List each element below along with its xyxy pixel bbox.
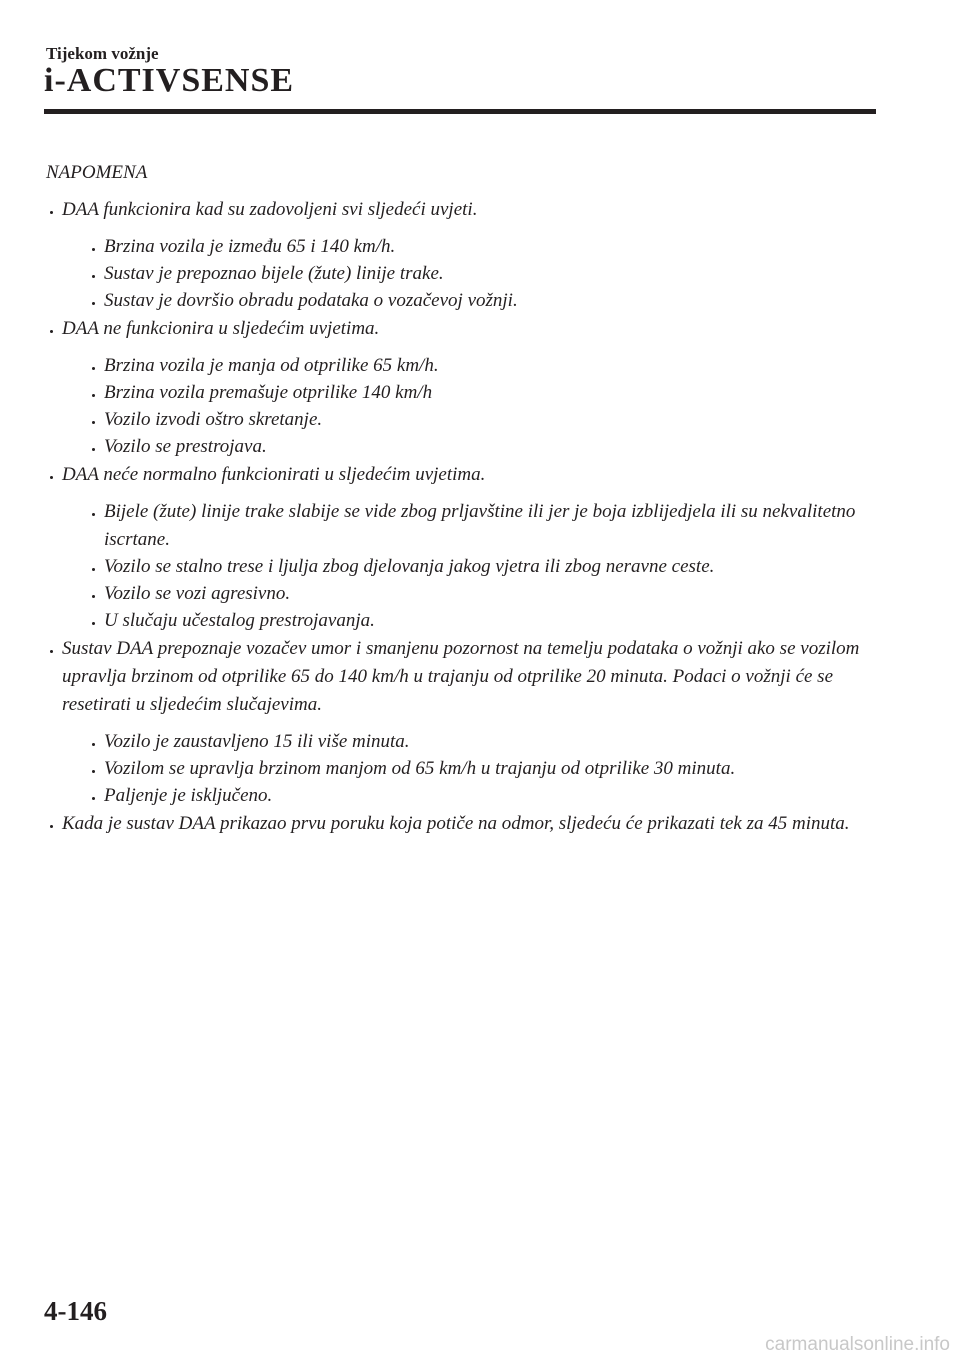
note-subitem: Vozilo se stalno trese i ljulja zbog djelovanja jakog vjetra ili zbog neravne ceste. (62, 553, 876, 581)
note-list (46, 196, 876, 838)
chapter-title: i-ACTIVSENSE (44, 62, 295, 99)
note-subitem: Brzina vozila premašuje otprilike 140 km/h (62, 379, 876, 407)
note-content (46, 196, 876, 838)
note-subitem: U slučaju učestalog prestrojavanja. (62, 607, 876, 635)
note-subitem: Brzina vozila je manja od otprilike 65 km/h. (62, 352, 876, 380)
note-item-text: DAA neće normalno funkcionirati u sljedećim uvjetima. (62, 464, 486, 485)
note-subitem: Bijele (žute) linije trake slabije se vide zbog prljavštine ili jer je boja izblijedjela ili su nekvalitetno iscrtane. (62, 498, 876, 554)
note-subitem: Sustav je dovršio obradu podataka o vozačevoj vožnji. (62, 287, 876, 315)
note-title: NAPOMENA (46, 162, 148, 183)
note-item (46, 461, 876, 635)
note-subitem: Sustav je prepoznao bijele (žute) linije trake. (62, 260, 876, 288)
note-subitem: Vozilo izvodi oštro skretanje. (62, 406, 876, 434)
note-item-text: DAA funkcionira kad su zadovoljeni svi sljedeći uvjeti. (62, 199, 478, 220)
watermark: carmanualsonline.info (765, 1334, 950, 1355)
section-label: Tijekom vožnje (46, 44, 159, 63)
page-number: 4-146 (44, 1296, 107, 1326)
note-subitem: Brzina vozila je između 65 i 140 km/h. (62, 233, 876, 261)
header-divider (44, 109, 876, 114)
note-subitem: Vozilo se prestrojava. (62, 433, 876, 461)
note-sublist (62, 233, 876, 315)
note-item (46, 315, 876, 461)
note-item-text: Kada je sustav DAA prikazao prvu poruku koja potiče na odmor, sljedeću će prikazati tek za 45 minuta. (62, 813, 850, 834)
note-item (46, 196, 876, 315)
note-item-text: DAA ne funkcionira u sljedećim uvjetima. (62, 318, 380, 339)
note-subitem: Vozilo se vozi agresivno. (62, 580, 876, 608)
note-item (46, 810, 876, 838)
note-item (46, 635, 876, 810)
note-sublist (62, 728, 876, 810)
note-subitem: Vozilo je zaustavljeno 15 ili više minuta. (62, 728, 876, 756)
note-subitem: Paljenje je isključeno. (62, 782, 876, 810)
note-sublist (62, 498, 876, 635)
note-subitem: Vozilom se upravlja brzinom manjom od 65 km/h u trajanju od otprilike 30 minuta. (62, 755, 876, 783)
note-item-text: Sustav DAA prepoznaje vozačev umor i smanjenu pozornost na temelju podataka o vožnji ako se vozilom upravlja brzinom od otprilike 65 do 140 km/h u trajanju od otprilike 20 minuta. Podaci o vožnji će se resetirati u sljedećim slučajevima. (62, 638, 860, 715)
note-sublist (62, 352, 876, 461)
